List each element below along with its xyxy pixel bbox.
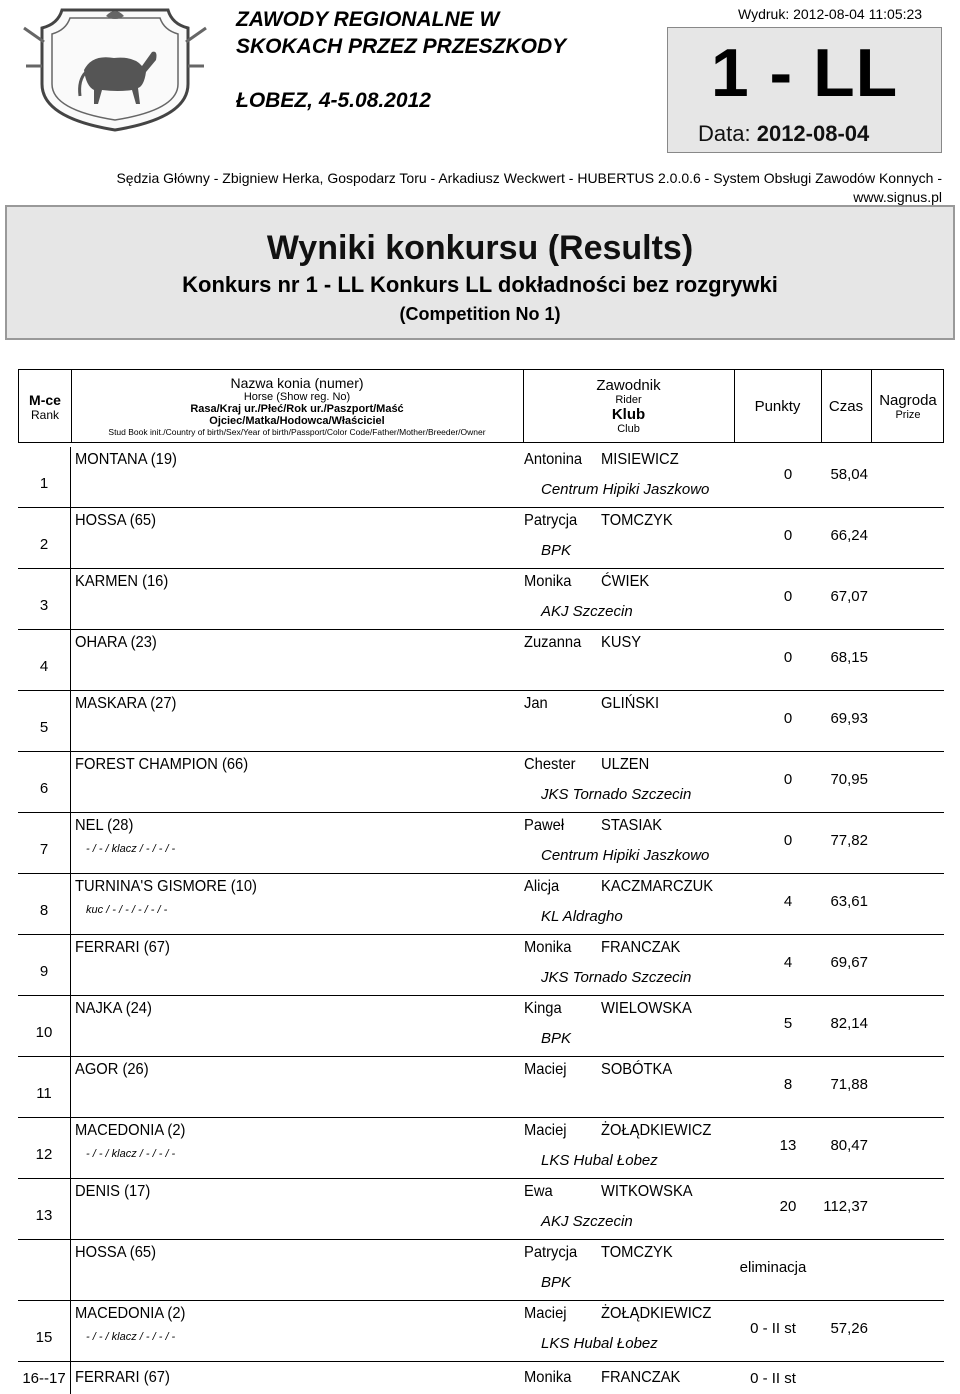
column-divider xyxy=(70,813,71,873)
club-name: JKS Tornado Szczecin xyxy=(541,786,692,803)
points-value: 0 xyxy=(783,710,793,727)
rank-cell: 6 xyxy=(39,780,49,797)
rider-first-name: Monika xyxy=(524,939,572,956)
column-divider xyxy=(70,935,71,995)
time-value: 69,93 xyxy=(830,710,868,727)
horse-meta: - / - / klacz / - / - / - xyxy=(86,1148,176,1160)
results-banner xyxy=(5,205,955,340)
time-value: 66,24 xyxy=(830,527,868,544)
table-row xyxy=(18,1118,944,1179)
rider-last-name: WIELOWSKA xyxy=(601,1000,692,1017)
club-name: LKS Hubal Łobez xyxy=(541,1152,658,1169)
horse-name: TURNINA'S GISMORE (10) xyxy=(75,878,257,895)
time-value: 67,07 xyxy=(830,588,868,605)
horse-name: MONTANA (19) xyxy=(75,451,177,468)
horse-name: FOREST CHAMPION (66) xyxy=(75,756,249,773)
rank-cell: 15 xyxy=(35,1329,53,1346)
time-value: 63,61 xyxy=(830,893,868,910)
rider-last-name: ŻOŁĄDKIEWICZ xyxy=(601,1305,712,1322)
header-horse-en: Horse (Show reg. No) xyxy=(243,391,351,403)
rider-last-name: STASIAK xyxy=(601,817,663,834)
table-row xyxy=(18,1362,944,1394)
header-time-label: Czas xyxy=(828,398,864,415)
rider-first-name: Ewa xyxy=(524,1183,553,1200)
officials-website: www.signus.pl xyxy=(853,189,942,205)
column-divider xyxy=(70,447,71,507)
class-code: 1 - LL xyxy=(710,35,899,111)
points-value: 13 xyxy=(779,1137,797,1154)
club-name: BPK xyxy=(541,542,572,559)
rank-cell: 5 xyxy=(39,719,49,736)
points-value: 0 xyxy=(783,832,793,849)
table-header xyxy=(18,369,944,443)
table-row xyxy=(18,1240,944,1301)
rank-cell: 12 xyxy=(35,1146,53,1163)
horse-name: KARMEN (16) xyxy=(75,573,169,590)
rider-first-name: Jan xyxy=(524,695,548,712)
event-place: ŁOBEZ, 4-5.08.2012 xyxy=(236,89,431,112)
column-divider xyxy=(70,1057,71,1117)
column-divider xyxy=(70,1240,71,1300)
rider-last-name: FRANCZAK xyxy=(601,1369,681,1386)
rider-last-name: SOBÓTKA xyxy=(601,1061,673,1078)
rank-cell: 13 xyxy=(35,1207,53,1224)
club-name: AKJ Szczecin xyxy=(541,603,633,620)
club-name: AKJ Szczecin xyxy=(541,1213,633,1230)
horse-name: MASKARA (27) xyxy=(75,695,177,712)
points-value: 5 xyxy=(783,1015,793,1032)
horse-name: FERRARI (67) xyxy=(75,939,170,956)
horse-name: DENIS (17) xyxy=(75,1183,151,1200)
header-prize xyxy=(871,370,945,442)
rider-first-name: Alicja xyxy=(524,878,560,895)
time-value: 71,88 xyxy=(830,1076,868,1093)
officials-text: Sędzia Główny - Zbigniew Herka, Gospodarz Toru - Arkadiusz Weckwert - HUBERTUS 2.0.0.6 - System Obsługi Zawodów Konnych - xyxy=(116,170,942,186)
horse-meta: - / - / klacz / - / - / - xyxy=(86,843,176,855)
rider-first-name: Chester xyxy=(524,756,576,773)
time-value: 80,47 xyxy=(830,1137,868,1154)
rider-last-name: TOMCZYK xyxy=(601,512,673,529)
rider-first-name: Kinga xyxy=(524,1000,562,1017)
rider-last-name: KACZMARCZUK xyxy=(601,878,714,895)
horse-name: AGOR (26) xyxy=(75,1061,149,1078)
rank-cell: 4 xyxy=(39,658,49,675)
rider-last-name: TOMCZYK xyxy=(601,1244,673,1261)
column-divider xyxy=(70,1362,71,1394)
rider-last-name: ĆWIEK xyxy=(601,573,650,590)
column-divider xyxy=(70,874,71,934)
time-value: 70,95 xyxy=(830,771,868,788)
rider-first-name: Patrycja xyxy=(524,512,578,529)
table-row xyxy=(18,935,944,996)
header-time xyxy=(821,370,872,442)
header-horse xyxy=(71,370,524,442)
header-rank-pl: M-ce xyxy=(29,392,61,408)
horse-name: FERRARI (67) xyxy=(75,1369,170,1386)
rider-first-name: Patrycja xyxy=(524,1244,578,1261)
table-row xyxy=(18,1057,944,1118)
points-value: 0 xyxy=(783,588,793,605)
rank-cell: 10 xyxy=(35,1024,53,1041)
horse-name: MACEDONIA (2) xyxy=(75,1305,186,1322)
table-row xyxy=(18,569,944,630)
points-value: 0 xyxy=(783,466,793,483)
column-divider xyxy=(70,1301,71,1361)
column-divider xyxy=(70,752,71,812)
rider-last-name: ULZEN xyxy=(601,756,650,773)
print-timestamp: Wydruk: 2012-08-04 11:05:23 xyxy=(738,6,923,22)
time-value: 57,26 xyxy=(830,1320,868,1337)
time-value: 82,14 xyxy=(830,1015,868,1032)
horse-meta: - / - / klacz / - / - / - xyxy=(86,1331,176,1343)
header-points-label: Punkty xyxy=(754,398,801,415)
club-name: Centrum Hipiki Jaszkowo xyxy=(541,847,710,864)
column-divider xyxy=(70,630,71,690)
officials-line xyxy=(36,169,942,207)
points-value: 4 xyxy=(783,954,793,971)
table-row xyxy=(18,691,944,752)
rider-first-name: Monika xyxy=(524,1369,572,1386)
rank-cell: 11 xyxy=(36,1085,52,1102)
club-name: BPK xyxy=(541,1274,572,1291)
rider-first-name: Zuzanna xyxy=(524,634,582,651)
horse-meta: kuc / - / - / - / - / - xyxy=(86,904,168,916)
table-row xyxy=(18,630,944,691)
table-row xyxy=(18,447,944,508)
table-row xyxy=(18,752,944,813)
time-value: 58,04 xyxy=(830,466,868,483)
rank-cell: 16--17 xyxy=(22,1370,66,1387)
points-value: 0 xyxy=(783,649,793,666)
points-value: 0 - II st xyxy=(750,1370,796,1387)
header-rider xyxy=(523,370,735,442)
horse-name: HOSSA (65) xyxy=(75,1244,156,1261)
competition-name: Konkurs nr 1 - LL Konkurs LL dokładności bez rozgrywki xyxy=(182,272,778,297)
date-label: Data: xyxy=(698,121,751,146)
event-title-line2: SKOKACH PRZEZ PRZESZKODY xyxy=(236,35,567,58)
header-club-en: Club xyxy=(617,423,640,435)
table-row xyxy=(18,996,944,1057)
rank-cell: 3 xyxy=(39,597,49,614)
column-divider xyxy=(70,508,71,568)
rider-last-name: FRANCZAK xyxy=(601,939,681,956)
column-divider xyxy=(70,569,71,629)
rider-last-name: MISIEWICZ xyxy=(601,451,679,468)
rider-first-name: Paweł xyxy=(524,817,565,834)
club-name: Centrum Hipiki Jaszkowo xyxy=(541,481,710,498)
points-value: eliminacja xyxy=(739,1259,807,1276)
header-horse-meta-en: Stud Book init./Country of birth/Sex/Year of birth/Passport/Color Code/Father/Mother/Breeder/Owner xyxy=(108,427,486,437)
points-value: 8 xyxy=(783,1076,793,1093)
points-value: 4 xyxy=(783,893,793,910)
club-name: JKS Tornado Szczecin xyxy=(541,969,692,986)
table-row xyxy=(18,874,944,935)
rank-cell: 7 xyxy=(39,841,49,858)
table-row xyxy=(18,508,944,569)
rider-last-name: KUSY xyxy=(601,634,642,651)
header-horse-meta2-pl: Ojciec/Matka/Hodowca/Właściciel xyxy=(209,415,385,427)
rank-cell: 2 xyxy=(39,536,49,553)
rank-cell: 9 xyxy=(39,963,49,980)
header-rider-en: Rider xyxy=(615,394,642,406)
column-divider xyxy=(70,691,71,751)
horse-name: HOSSA (65) xyxy=(75,512,156,529)
rank-cell: 1 xyxy=(39,475,49,492)
results-title: Wyniki konkursu (Results) xyxy=(266,229,694,267)
time-value: 69,67 xyxy=(830,954,868,971)
time-value: 112,37 xyxy=(823,1198,868,1215)
club-name: KL Aldragho xyxy=(541,908,623,925)
rider-first-name: Monika xyxy=(524,573,572,590)
rider-first-name: Maciej xyxy=(524,1061,567,1078)
header-prize-en: Prize xyxy=(895,409,921,421)
points-value: 0 xyxy=(783,771,793,788)
rider-first-name: Antonina xyxy=(524,451,583,468)
rider-last-name: GLIŃSKI xyxy=(601,695,660,712)
date-value: 2012-08-04 xyxy=(756,121,870,146)
horse-name: OHARA (23) xyxy=(75,634,157,651)
rider-last-name: ŻOŁĄDKIEWICZ xyxy=(601,1122,712,1139)
header-rider-pl: Zawodnik xyxy=(596,377,661,394)
points-value: 0 xyxy=(783,527,793,544)
header-club-pl: Klub xyxy=(611,406,646,423)
table-row xyxy=(18,813,944,874)
event-logo xyxy=(22,6,208,132)
column-divider xyxy=(70,1179,71,1239)
competition-number: (Competition No 1) xyxy=(399,304,561,324)
header-prize-pl: Nagroda xyxy=(879,392,937,409)
time-value: 77,82 xyxy=(830,832,868,849)
club-name: BPK xyxy=(541,1030,572,1047)
column-divider xyxy=(70,996,71,1056)
header-horse-pl: Nazwa konia (numer) xyxy=(230,375,364,391)
club-name: LKS Hubal Łobez xyxy=(541,1335,658,1352)
event-title-line1: ZAWODY REGIONALNE W xyxy=(236,8,500,31)
points-value: 0 - II st xyxy=(750,1320,796,1337)
time-value: 68,15 xyxy=(830,649,868,666)
class-date xyxy=(698,121,869,147)
event-title xyxy=(236,6,566,60)
header-points xyxy=(734,370,822,442)
header-rank-en: Rank xyxy=(30,408,59,422)
column-divider xyxy=(70,1118,71,1178)
table-row xyxy=(18,1301,944,1362)
rider-first-name: Maciej xyxy=(524,1305,567,1322)
horse-name: NAJKA (24) xyxy=(75,1000,152,1017)
horse-name: MACEDONIA (2) xyxy=(75,1122,186,1139)
rider-last-name: WITKOWSKA xyxy=(601,1183,693,1200)
points-value: 20 xyxy=(779,1198,797,1215)
rider-first-name: Maciej xyxy=(524,1122,567,1139)
header-rank xyxy=(19,370,72,442)
rank-cell: 8 xyxy=(39,902,49,919)
header-horse-meta-pl: Rasa/Kraj ur./Płeć/Rok ur./Paszport/Maść xyxy=(190,403,404,415)
table-row xyxy=(18,1179,944,1240)
horse-name: NEL (28) xyxy=(75,817,134,834)
class-box xyxy=(667,27,942,153)
